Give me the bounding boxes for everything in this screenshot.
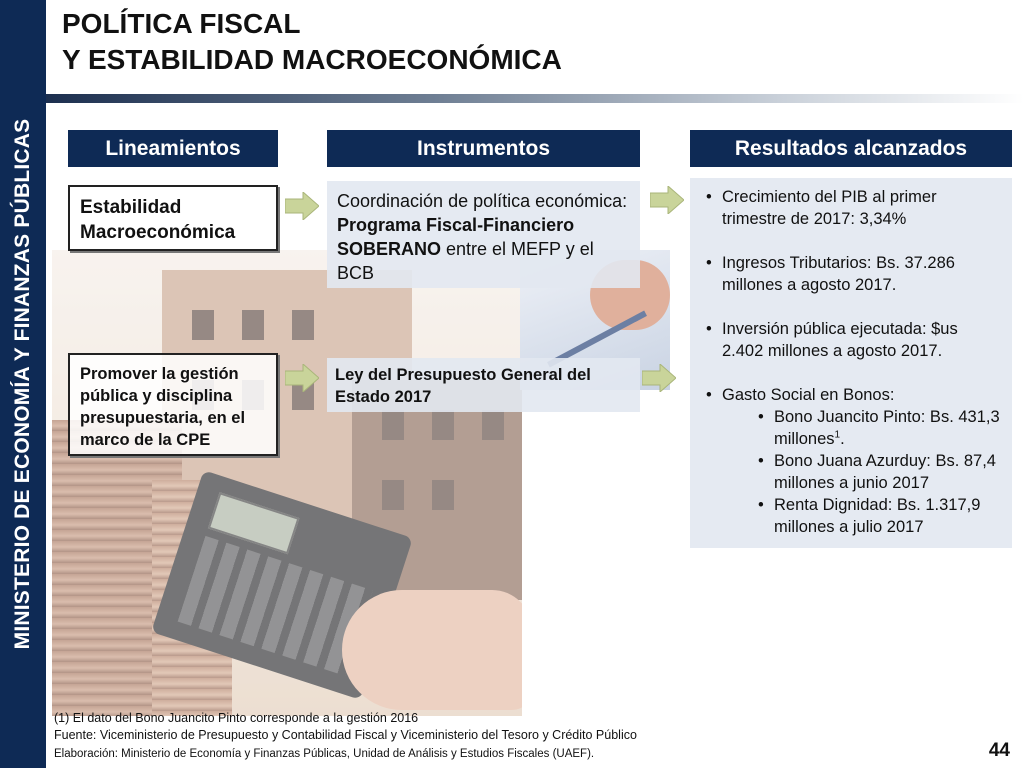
page-title <box>62 6 562 78</box>
lineamiento-box-2: Promover la gestión pública y disciplina presupuestaria, en el marco de la CPE <box>68 353 278 456</box>
header-lineamientos: Lineamientos <box>68 130 278 167</box>
elaboration-note: Elaboración: Ministerio de Economía y Finanzas Públicas, Unidad de Análisis y Estudios Fiscales (UAEF). <box>54 748 595 760</box>
footnote: (1) El dato del Bono Juancito Pinto corresponde a la gestión 2016 <box>54 711 419 725</box>
title-line-2: Y ESTABILIDAD MACROECONÓMICA <box>62 44 562 75</box>
arrow-right-icon <box>650 186 684 214</box>
bono-juancito-pinto <box>722 406 1002 450</box>
background-photo <box>52 250 522 716</box>
bono-juana-azurduy: • Bono Juana Azurduy: Bs. 87,4 millones a junio 2017 <box>722 450 1002 494</box>
resultado-gasto-social <box>700 384 1002 538</box>
resultado-ingresos: • Ingresos Tributarios: Bs. 37.286 millones a agosto 2017. <box>700 252 1002 296</box>
footnote-marker: 1 <box>834 429 841 441</box>
header-instrumentos: Instrumentos <box>327 130 640 167</box>
title-divider <box>46 94 1024 103</box>
instrumento-1-end: entre el MEFP y el BCB <box>337 239 594 283</box>
resultados-panel <box>690 178 1012 548</box>
gasto-social-label: Gasto Social en Bonos: <box>722 386 895 404</box>
source-note: Fuente: Viceministerio de Presupuesto y Contabilidad Fiscal y Viceministerio del Tesoro y Crédito Público <box>54 728 637 742</box>
bono-juancito-text: Bono Juancito Pinto: Bs. 431,3 millones <box>774 408 1000 448</box>
sidebar-band <box>0 0 46 768</box>
renta-dignidad: • Renta Dignidad: Bs. 1.317,9 millones a julio 2017 <box>722 494 1002 538</box>
lineamiento-box-1: Estabilidad Macroeconómica <box>68 185 278 251</box>
resultado-inversion: • Inversión pública ejecutada: $us 2.402 millones a agosto 2017. <box>700 318 1002 362</box>
ministry-name: MINISTERIO DE ECONOMÍA Y FINANZAS PÚBLICAS <box>11 118 34 650</box>
header-resultados: Resultados alcanzados <box>690 130 1012 167</box>
instrumento-box-1 <box>327 181 640 288</box>
arrow-right-icon <box>285 192 319 220</box>
resultado-pib: • Crecimiento del PIB al primer trimestre de 2017: 3,34% <box>700 186 1002 230</box>
arrow-right-icon <box>642 364 676 392</box>
instrumento-box-2: Ley del Presupuesto General del Estado 2017 <box>327 358 640 412</box>
title-line-1: POLÍTICA FISCAL <box>62 8 301 39</box>
instrumento-1-bold: Programa Fiscal-Financiero SOBERANO <box>337 215 575 259</box>
page-number: 44 <box>988 740 1010 761</box>
instrumento-1-text: Coordinación de política económica: <box>337 191 628 211</box>
bono-juancito-end: . <box>840 430 845 448</box>
arrow-right-icon <box>285 364 319 392</box>
